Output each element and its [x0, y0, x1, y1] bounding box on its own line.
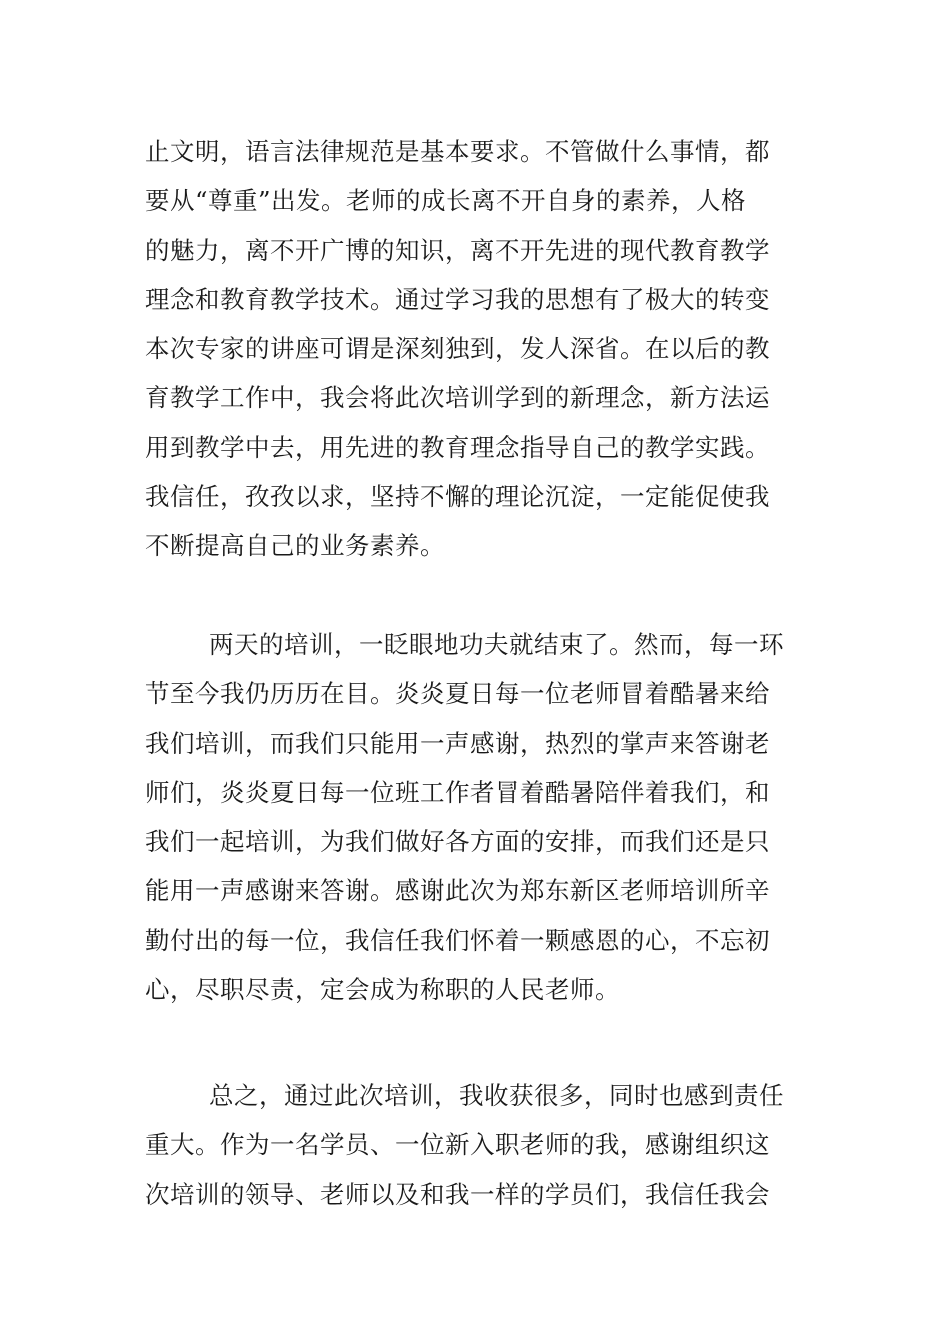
text-line: 不断提高自己的业务素养。	[145, 531, 445, 561]
text-line: 师们，炎炎夏日每一位班工作者冒着酷暑陪伴着我们，和	[145, 777, 770, 807]
text-line: 我们培训，而我们只能用一声感谢，热烈的掌声来答谢老	[145, 728, 770, 758]
text-line: 理念和教育教学技术。通过学习我的思想有了极大的转变	[145, 284, 770, 314]
text-line: 次培训的领导、老师以及和我一样的学员们，我信任我会	[145, 1179, 770, 1209]
text-line: 我信任，孜孜以求，坚持不懈的理论沉淀，一定能促使我	[145, 482, 770, 512]
text-line: 育教学工作中，我会将此次培训学到的新理念，新方法运	[145, 383, 770, 413]
text-line: 止文明，语言法律规范是基本要求。不管做什么事情，都	[145, 137, 770, 166]
text-line: 心，尽职尽责，定会成为称职的人民老师。	[145, 975, 620, 1005]
text-line: 勤付出的每一位，我信任我们怀着一颗感恩的心，不忘初	[145, 925, 770, 955]
text-line: 我们一起培训，为我们做好各方面的安排，而我们还是只	[145, 827, 770, 857]
text-line: 要从“尊重”出发。老师的成长离不开自身的素养，人格	[145, 186, 747, 216]
text-line: 重大。作为一名学员、一位新入职老师的我，感谢组织这	[145, 1130, 770, 1160]
text-line: 本次专家的讲座可谓是深刻独到，发人深省。在以后的教	[145, 334, 770, 364]
text-line: 总之，通过此次培训，我收获很多，同时也感到责任	[209, 1081, 784, 1110]
paragraph-3	[145, 1071, 815, 1219]
text-line: 两天的培训，一眨眼地功夫就结束了。然而，每一环	[209, 630, 784, 659]
paragraph-1	[145, 127, 815, 571]
text-line: 节至今我仍历历在目。炎炎夏日每一位老师冒着酷暑来给	[145, 679, 770, 709]
text-line: 用到教学中去，用先进的教育理念指导自己的教学实践。	[145, 432, 770, 462]
text-line: 能用一声感谢来答谢。感谢此次为郑东新区老师培训所辛	[145, 876, 770, 906]
paragraph-2	[145, 620, 815, 1014]
text-line: 的魅力，离不开广博的知识，离不开先进的现代教育教学	[145, 235, 770, 265]
